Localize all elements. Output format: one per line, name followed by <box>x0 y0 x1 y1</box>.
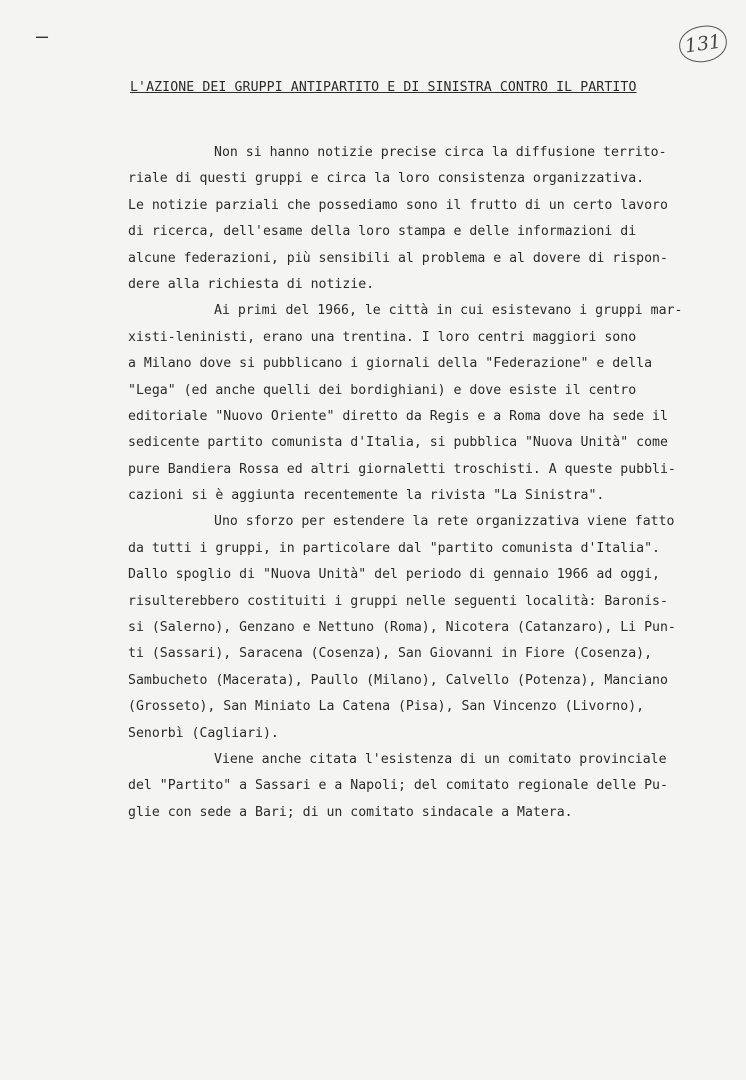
text-line: Senorbì (Cagliari). <box>128 725 279 741</box>
text-line: Le notizie parziali che possediamo sono il frutto di un certo lavoro <box>128 197 668 213</box>
text-line: cazioni si è aggiunta recentemente la rivista "La Sinistra". <box>128 488 605 504</box>
text-line: sedicente partito comunista d'Italia, si pubblica "Nuova Unità" come <box>128 435 668 451</box>
text-line: "Lega" (ed anche quelli dei bordighiani) e dove esiste il centro <box>128 382 637 398</box>
text-line: Uno sforzo per estendere la rete organizzativa viene fatto <box>214 514 675 530</box>
text-line: Sambucheto (Macerata), Paullo (Milano), Calvello (Potenza), Manciano <box>128 672 668 688</box>
text-line: Non si hanno notizie precise circa la diffusione territo- <box>214 145 667 160</box>
text-line: Ai primi del 1966, le città in cui esistevano i gruppi mar- <box>214 303 683 319</box>
text-line: pure Bandiera Rossa ed altri giornaletti troschisti. A queste pubbli- <box>128 461 676 477</box>
text-line: del "Partito" a Sassari e a Napoli; del comitato regionale delle Pu- <box>128 778 668 794</box>
text-line: si (Salerno), Genzano e Nettuno (Roma), Nicotera (Catanzaro), Li Pun- <box>128 620 676 636</box>
text-line: glie con sede a Bari; di un comitato sindacale a Matera. <box>128 804 573 820</box>
text-line: riale di questi gruppi e circa la loro consistenza organizzativa. <box>128 171 645 187</box>
text-line: alcune federazioni, più sensibili al problema e al dovere di rispon- <box>128 250 668 266</box>
text-line: da tutti i gruppi, in particolare dal "partito comunista d'Italia". <box>128 540 660 556</box>
text-line: a Milano dove si pubblicano i giornali della "Federazione" e della <box>128 356 653 372</box>
page-number-stamp: 131 <box>677 23 730 65</box>
text-line: (Grosseto), San Miniato La Catena (Pisa), San Vincenzo (Livorno), <box>128 699 645 715</box>
text-line: editoriale "Nuovo Oriente" diretto da Regis e a Roma dove ha sede il <box>128 408 668 424</box>
corner-mark: — <box>36 24 49 48</box>
text-line: dere alla richiesta di notizie. <box>128 276 375 292</box>
text-line: risulterebbero costituiti i gruppi nelle seguenti località: Baronis- <box>128 593 668 609</box>
document-title: L'AZIONE DEI GRUPPI ANTIPARTITO E DI SINISTRA CONTRO IL PARTITO <box>130 80 637 95</box>
text-line: ti (Sassari), Saracena (Cosenza), San Giovanni in Fiore (Cosenza), <box>128 646 653 662</box>
text-line: xisti-leninisti, erano una trentina. I loro centri maggiori sono <box>128 329 637 345</box>
text-line: Viene anche citata l'esistenza di un comitato provinciale <box>214 751 667 767</box>
text-line: Dallo spoglio di "Nuova Unità" del periodo di gennaio 1966 ad oggi, <box>128 567 660 583</box>
text-line: di ricerca, dell'esame della loro stampa e delle informazioni di <box>128 224 637 240</box>
document-body <box>128 140 728 826</box>
